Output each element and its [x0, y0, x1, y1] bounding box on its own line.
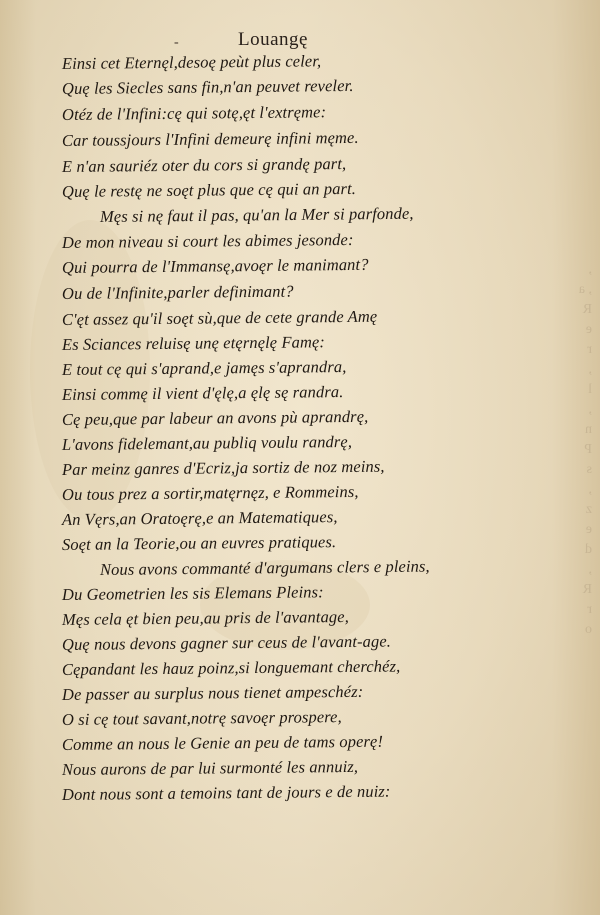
verse-line: Quę le restę ne soęt plus que cę qui an part. [61, 178, 357, 201]
verse-line: Ou de l'Infinite,parler definimant? [61, 281, 294, 303]
verse-line: Quę les Siecles sans fin,n'an peuvet reveler. [61, 75, 354, 98]
verse-line: Du Geometrien les sis Elemans Pleins: [61, 582, 324, 604]
show-through-text: , , a R e r , l , n P s , z e d , R r o [578, 262, 592, 637]
page-title: Louangę [238, 29, 308, 50]
verse-line: De passer au surplus nous tienet ampeschéz: [61, 681, 364, 704]
verse-line: Soęt an la Teorie,ou an euvres pratiques. [61, 532, 337, 554]
verse-line: Cę peu,que par labeur an avons pù aprandrę, [61, 406, 369, 429]
verse-line: O si cę tout savant,notrę savoęr prospere, [61, 707, 342, 729]
head-mark: - [174, 35, 179, 50]
verse-line: De mon niveau si court les abimes jesonde: [61, 229, 354, 252]
verse-line: E tout cę qui s'aprand,e jamęs s'aprandra, [61, 357, 347, 379]
verse-line: Einsi commę il vient d'ęlę,a ęlę sę randra. [61, 382, 344, 404]
verse-line: Cępandant les hauz poinz,si longuemant cherchéz, [61, 656, 401, 679]
verse-line: Dont nous sont a temoins tant de jours e de nuiz: [61, 781, 391, 804]
verse-line: Es Sciances reluisę unę etęrnęlę Famę: [61, 332, 326, 354]
verse-line: Car toussjours l'Infini demeurę infini męme. [61, 127, 359, 150]
verse-line: C'ęt assez qu'il soęt sù,que de cete grande Amę [61, 306, 378, 329]
verse-line: L'avons fidelemant,au publiq voulu randrę, [61, 431, 353, 454]
verse-line: Comme an nous le Genie an peu de tams operę! [61, 731, 384, 754]
verse-line: Męs cela ęt bien peu,au pris de l'avantage, [61, 606, 349, 629]
verse-line: Otéz de l'Infini:cę qui sotę,ęt l'extręme: [61, 102, 327, 124]
verse-line: Einsi cet Eternęl,desoę peùt plus celer, [61, 51, 322, 73]
verse-line: Nous aurons de par lui surmonté les annuiz, [61, 756, 359, 779]
verse-line: Qui pourra de l'Immansę,avoęr le manimant? [61, 254, 369, 277]
verse-line: Quę nous devons gagner sur ceus de l'avant-age. [61, 631, 392, 654]
verse-line: An Vęrs,an Oratoęrę,e an Matematiques, [61, 507, 338, 529]
verse-line: Par meinz ganres d'Ecriz,ja sortiz de noz meins, [61, 456, 385, 479]
verse-line: Męs si nę faut il pas, qu'an la Mer si parfonde, [99, 203, 414, 226]
verse-line: Ou tous prez a sortir,matęrnęz, e Rommeins, [61, 481, 359, 504]
verse-line: Nous avons commanté d'argumans clers e pleins, [99, 556, 430, 579]
verse-line: E n'an sauriéz oter du cors si grandę part, [61, 154, 347, 176]
